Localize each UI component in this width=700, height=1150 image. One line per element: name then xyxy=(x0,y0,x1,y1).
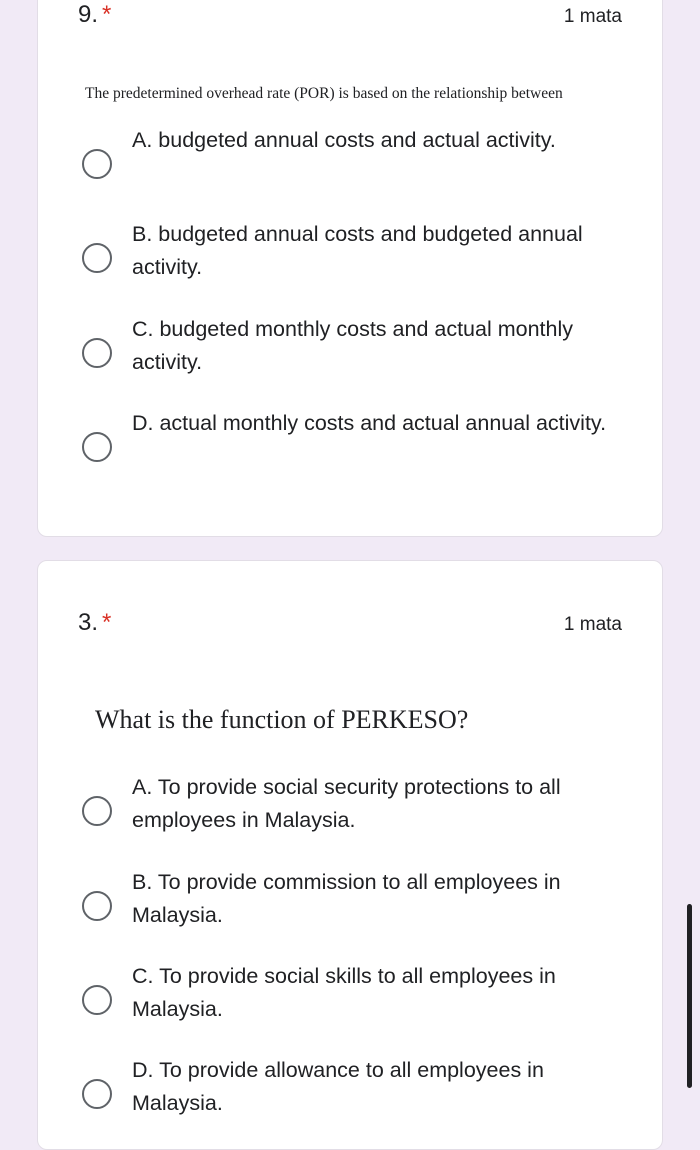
radio-button[interactable] xyxy=(82,432,112,462)
radio-button[interactable] xyxy=(82,891,112,921)
option-label: B. budgeted annual costs and budgeted annual activity. xyxy=(132,222,583,279)
scrollbar-thumb[interactable] xyxy=(687,904,692,1088)
option-a[interactable] xyxy=(78,124,638,194)
question-card-3 xyxy=(37,560,663,1150)
question-text: What is the function of PERKESO? xyxy=(95,705,469,734)
option-label: C. To provide social skills to all employees in Malaysia. xyxy=(132,964,556,1021)
radio-button[interactable] xyxy=(82,1079,112,1109)
option-label: D. actual monthly costs and actual annual activity. xyxy=(132,411,607,435)
question-header xyxy=(78,609,622,637)
option-c[interactable] xyxy=(78,960,638,1030)
option-d[interactable] xyxy=(78,1054,638,1124)
radio-button[interactable] xyxy=(82,796,112,826)
question-number: 3. xyxy=(78,609,99,636)
option-label: D. To provide allowance to all employees in Malaysia. xyxy=(132,1058,544,1115)
option-label: A. To provide social security protections to all employees in Malaysia. xyxy=(132,775,561,832)
option-label: B. To provide commission to all employees in Malaysia. xyxy=(132,870,561,927)
radio-button[interactable] xyxy=(82,985,112,1015)
option-b[interactable] xyxy=(78,218,638,288)
question-points: 1 mata xyxy=(563,6,622,27)
option-d[interactable] xyxy=(78,407,638,477)
question-text: The predetermined overhead rate (POR) is based on the relationship between xyxy=(85,85,563,102)
required-asterisk: * xyxy=(102,1,112,28)
question-header xyxy=(78,1,622,29)
radio-button[interactable] xyxy=(82,149,112,179)
option-b[interactable] xyxy=(78,866,638,936)
radio-button[interactable] xyxy=(82,338,112,368)
required-asterisk: * xyxy=(102,609,112,636)
question-number: 9. xyxy=(78,1,99,28)
question-card-9 xyxy=(37,0,663,537)
radio-button[interactable] xyxy=(82,243,112,273)
option-a[interactable] xyxy=(78,771,638,841)
option-c[interactable] xyxy=(78,313,638,383)
option-label: C. budgeted monthly costs and actual monthly activity. xyxy=(132,317,574,374)
question-points: 1 mata xyxy=(563,614,622,635)
option-label: A. budgeted annual costs and actual activity. xyxy=(132,128,556,152)
